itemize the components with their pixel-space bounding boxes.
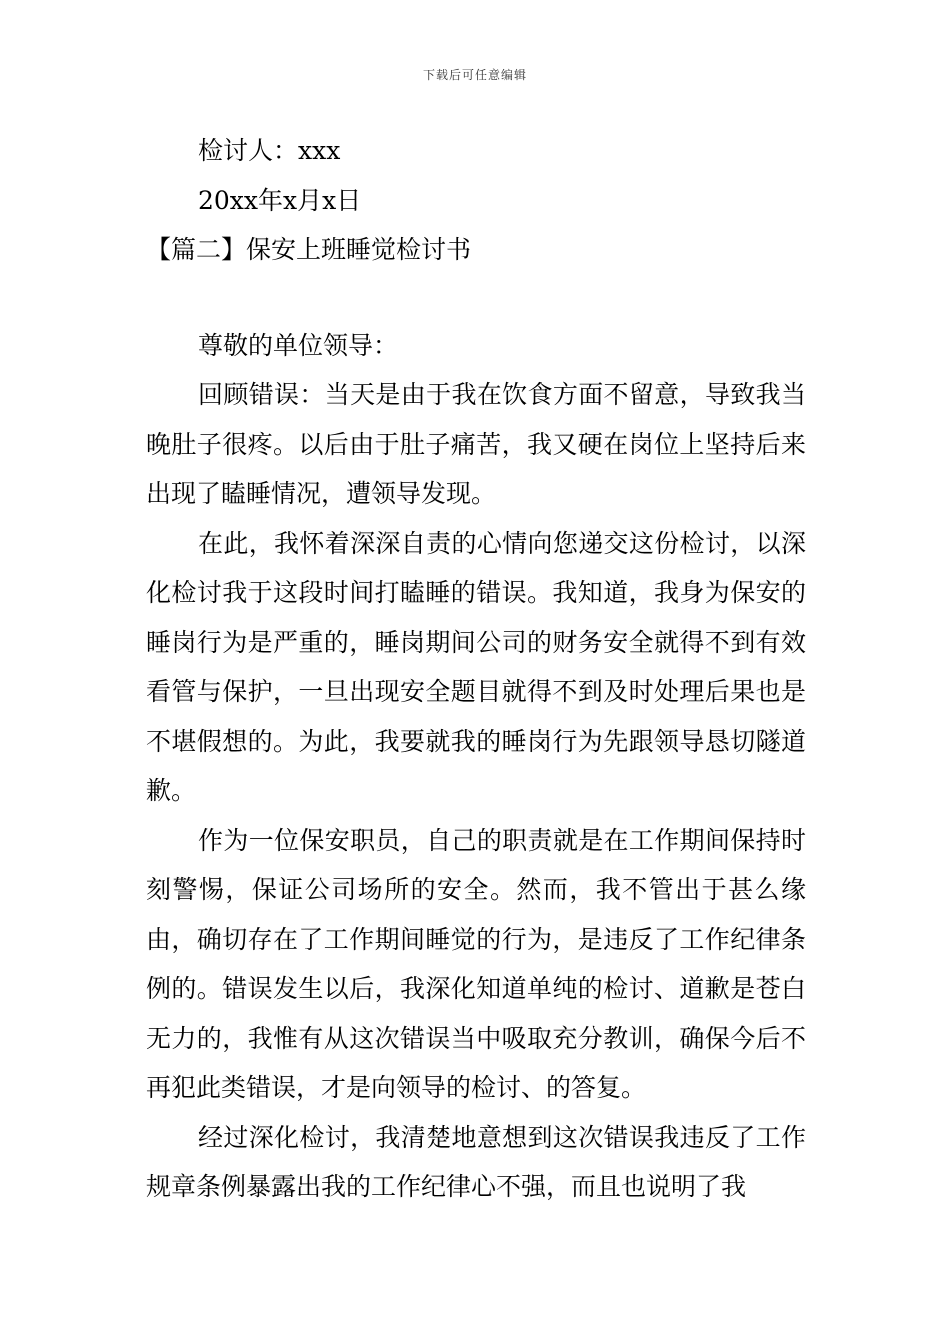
reviewer-line: 检讨人：xxx — [198, 136, 341, 165]
date-line: 20xx年x月x日 — [198, 185, 362, 215]
section-title: 【篇二】保安上班睡觉检讨书 — [146, 235, 472, 264]
document-body — [146, 126, 806, 1212]
paragraph-4: 经过深化检讨，我清楚地意想到这次错误我违反了工作规章条例暴露出我的工作纪律心不强，而且也说明了我 — [146, 1122, 806, 1201]
paragraph-3: 作为一位保安职员，自己的职责就是在工作期间保持时刻警惕，保证公司场所的安全。然而，我不管出于甚么缘由，确切存在了工作期间睡觉的行为，是违反了工作纪律条例的。错误发生以后，我深化知道单纯的检讨、道歉是苍白无力的，我惟有从这次错误当中吸取充分教训，确保今后不再犯此类错误，才是向领导的检讨、的答复。 — [146, 825, 806, 1102]
paragraph-2: 在此，我怀着深深自责的心情向您递交这份检讨，以深化检讨我于这段时间打瞌睡的错误。我知道，我身为保安的睡岗行为是严重的，睡岗期间公司的财务安全就得不到有效看管与保护，一旦出现安全题目就得不到及时处理后果也是不堪假想的。为此，我要就我的睡岗行为先跟领导恳切隧道歉。 — [146, 528, 806, 805]
page-header-note: 下载后可任意编辑 — [422, 68, 527, 82]
paragraph-1: 回顾错误：当天是由于我在饮食方面不留意，导致我当晚肚子很疼。以后由于肚子痛苦，我又硬在岗位上坚持后来出现了瞌睡情况，遭领导发现。 — [146, 380, 806, 508]
salutation: 尊敬的单位领导： — [198, 330, 399, 360]
section-gap — [146, 275, 806, 321]
